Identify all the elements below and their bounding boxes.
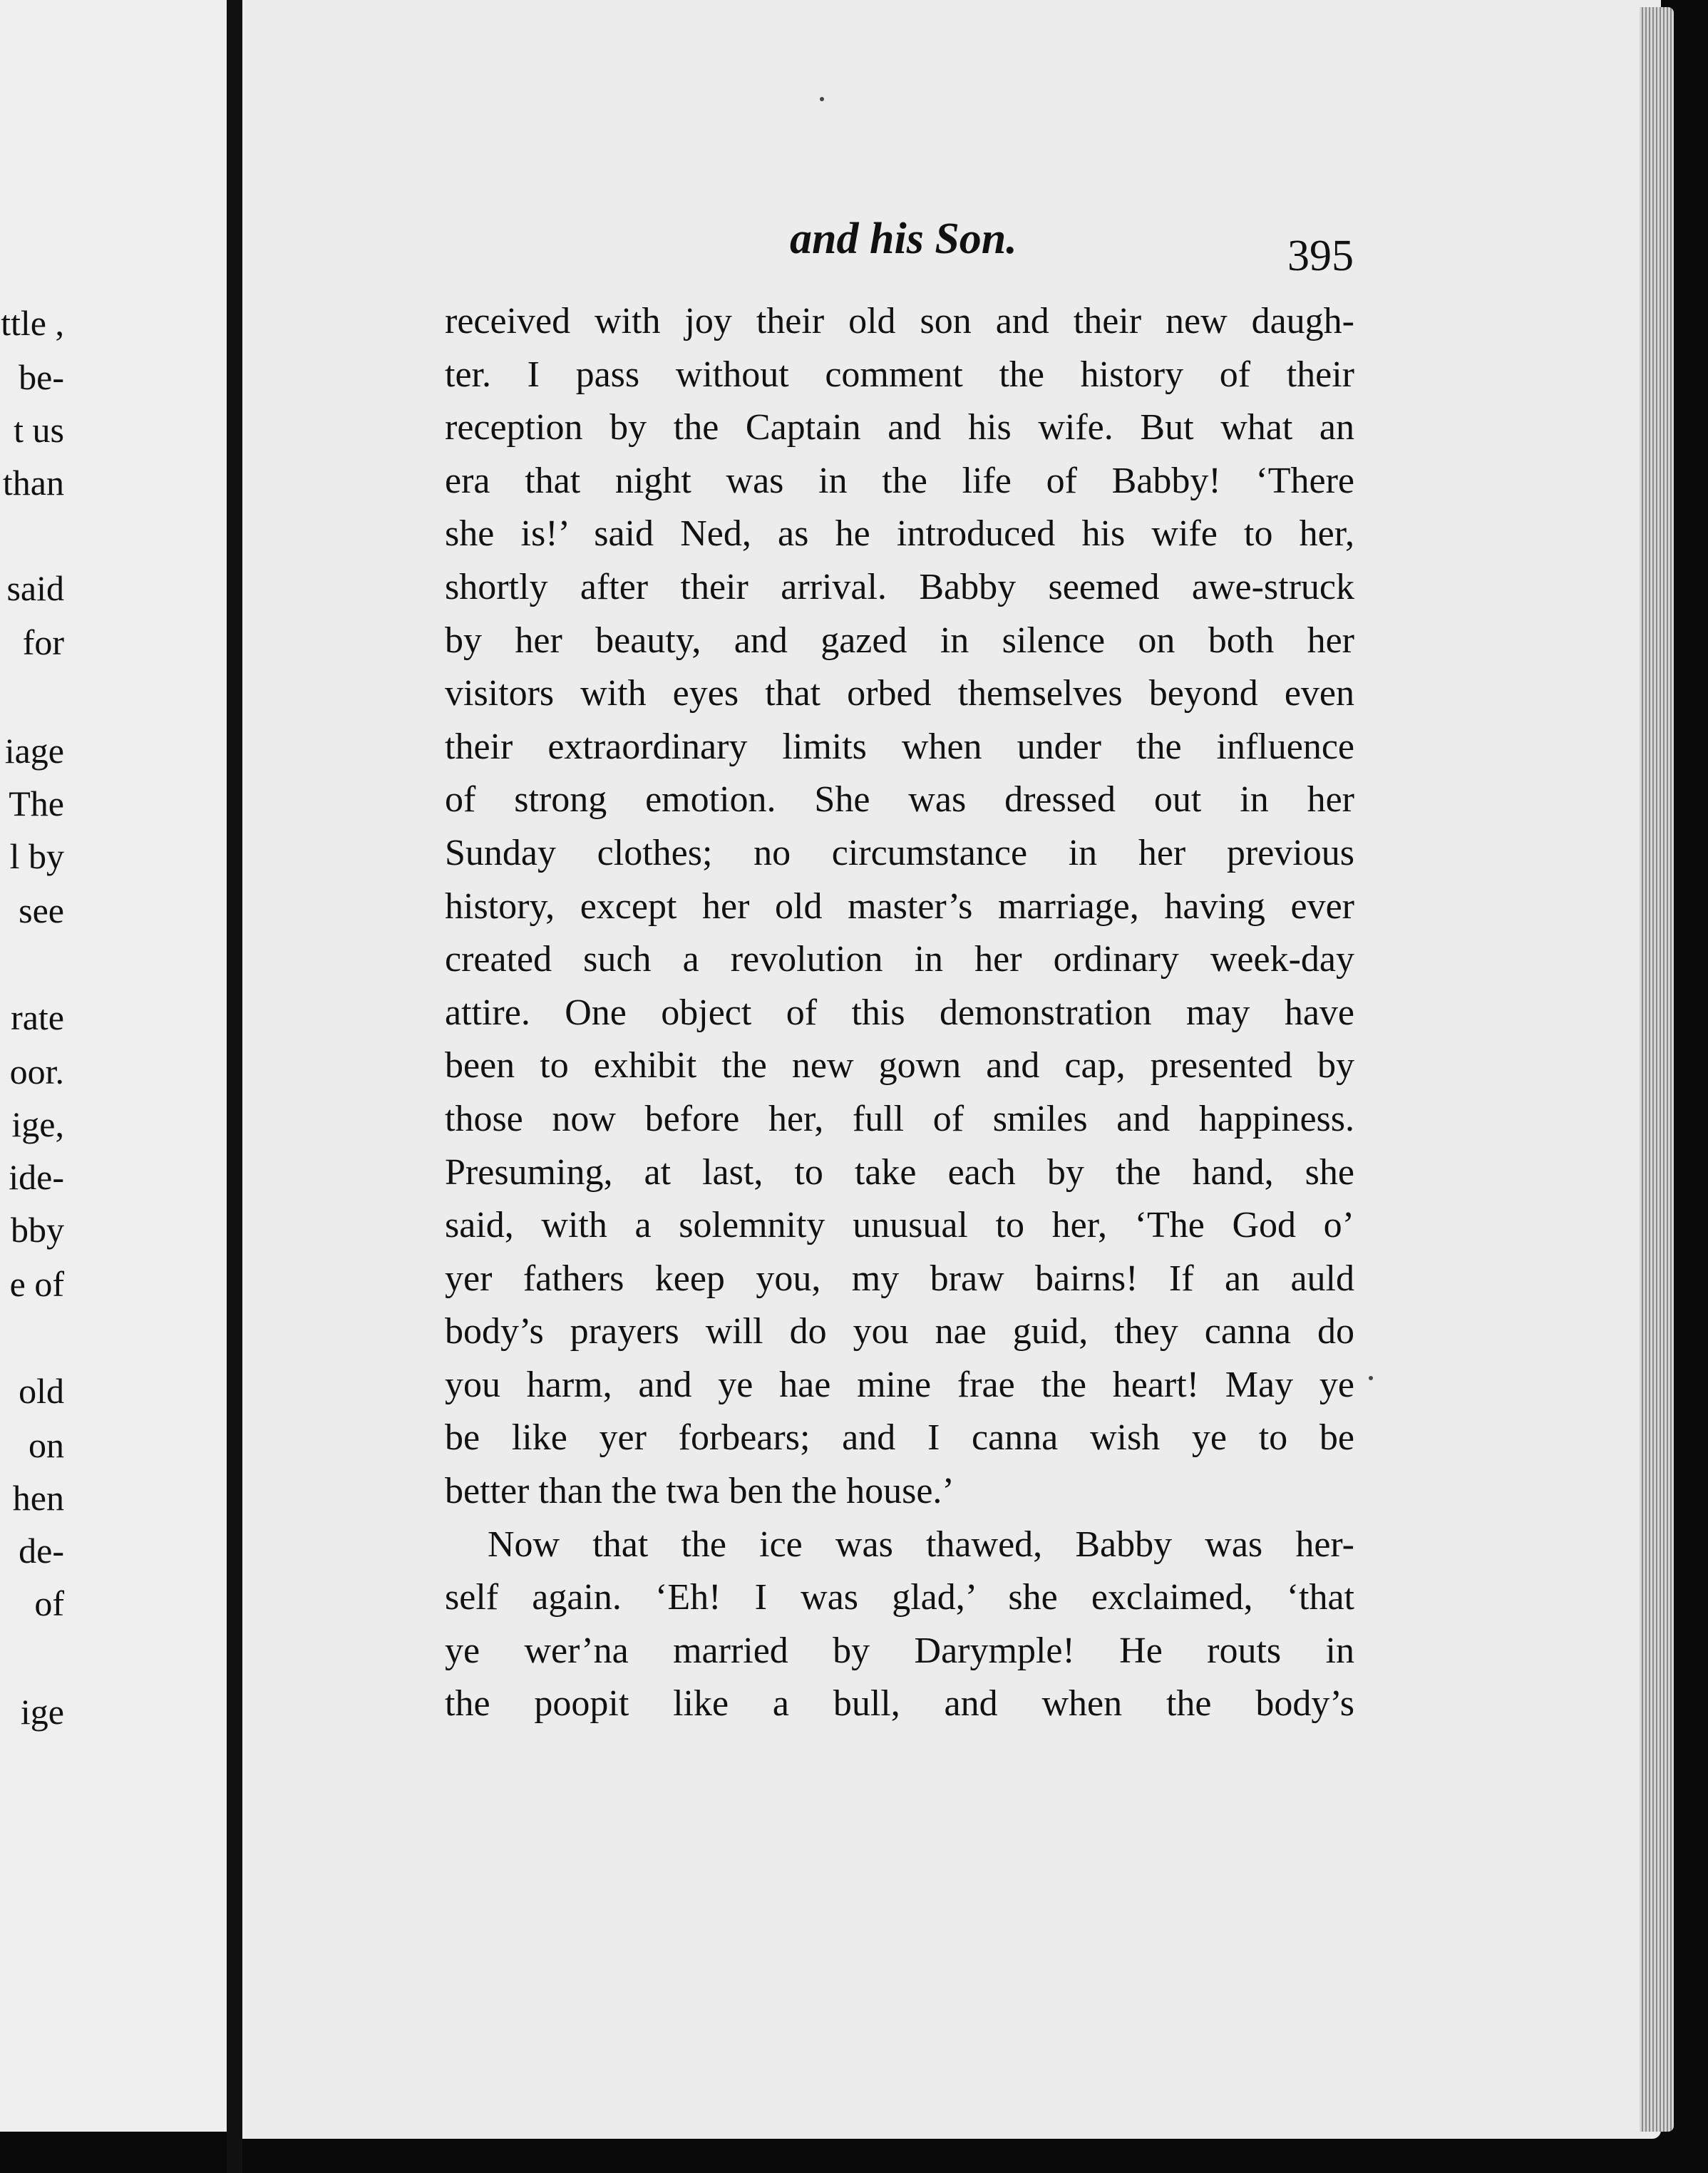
text-line: been to exhibit the new gown and cap, presented by xyxy=(445,1045,1354,1086)
left-fragment: ige xyxy=(20,1692,64,1732)
text-line: ter. I pass without comment the history of their xyxy=(445,354,1354,395)
left-fragment: see xyxy=(19,890,64,930)
running-head: and his Son. xyxy=(790,215,1017,263)
left-fragment: than xyxy=(2,463,64,503)
text-line: reception by the Captain and his wife. But what an xyxy=(445,407,1354,448)
text-line: she is!’ said Ned, as he introduced his wife to her, xyxy=(445,513,1354,555)
text-line: Presuming, at last, to take each by the hand, she xyxy=(445,1151,1354,1193)
left-fragment: of xyxy=(34,1583,64,1623)
text-line: by her beauty, and gazed in silence on both her xyxy=(445,620,1354,661)
left-fragment: ttle , xyxy=(1,303,64,343)
speck xyxy=(820,97,824,101)
speck xyxy=(1369,1376,1373,1380)
left-fragment: de- xyxy=(19,1531,64,1571)
page-edge-stack xyxy=(1640,7,1674,2132)
text-line: era that night was in the life of Babby! ‘There xyxy=(445,460,1354,501)
left-fragment: bby xyxy=(11,1210,64,1250)
left-fragment: ide- xyxy=(9,1157,64,1197)
left-fragment: for xyxy=(22,622,64,662)
left-fragment: on xyxy=(29,1425,64,1465)
text-line: of strong emotion. She was dressed out in her xyxy=(445,779,1354,821)
text-line: attire. One object of this demonstration may have xyxy=(445,992,1354,1033)
paragraph-end-line: better than the twa ben the house.’ xyxy=(445,1471,955,1512)
left-fragment: be- xyxy=(19,357,64,397)
left-fragment: said xyxy=(6,568,64,608)
text-line: created such a revolution in her ordinary week-day xyxy=(445,939,1354,980)
left-page-text-fragments xyxy=(0,0,227,2132)
left-fragment: ige, xyxy=(11,1104,64,1144)
body-text xyxy=(445,295,1354,1731)
left-fragment: iage xyxy=(4,731,64,771)
left-fragment: l by xyxy=(9,836,64,876)
text-line: said, with a solemnity unusual to her, ‘The God o’ xyxy=(445,1205,1354,1246)
book-gutter xyxy=(227,0,242,2173)
text-line: you harm, and ye hae mine frae the heart! May ye xyxy=(445,1364,1354,1405)
text-line: the poopit like a bull, and when the body’s xyxy=(445,1683,1354,1725)
text-line: shortly after their arrival. Babby seemed awe-struck xyxy=(445,566,1354,607)
text-line: body’s prayers will do you nae guid, they canna do xyxy=(445,1311,1354,1352)
text-line: ye wer’na married by Darymple! He routs in xyxy=(445,1630,1354,1671)
left-fragment: e of xyxy=(9,1264,64,1304)
left-fragment: oor. xyxy=(9,1052,64,1091)
text-line: received with joy their old son and their new daugh- xyxy=(445,301,1354,341)
text-line: history, except her old master’s marriage, having ever xyxy=(445,885,1354,927)
left-fragment: t us xyxy=(14,410,64,450)
left-fragment: rate xyxy=(11,997,64,1037)
left-fragment: hen xyxy=(12,1478,64,1518)
text-line: be like yer forbears; and I canna wish ye to be xyxy=(445,1417,1354,1459)
text-line: yer fathers keep you, my braw bairns! If an auld xyxy=(445,1258,1354,1299)
left-facing-page xyxy=(0,0,227,2132)
text-line: Sunday clothes; no circumstance in her previous xyxy=(445,832,1354,873)
left-fragment: old xyxy=(19,1371,64,1411)
page-number: 395 xyxy=(1287,232,1354,280)
text-line: those now before her, full of smiles and happiness. xyxy=(445,1098,1354,1139)
left-fragment: The xyxy=(9,784,64,823)
paragraph-start-line: Now that the ice was thawed, Babby was her- xyxy=(488,1524,1354,1565)
text-line: visitors with eyes that orbed themselves beyond even xyxy=(445,673,1354,714)
text-line: self again. ‘Eh! I was glad,’ she exclaimed, ‘that xyxy=(445,1577,1354,1618)
text-line: their extraordinary limits when under the influence xyxy=(445,726,1354,767)
